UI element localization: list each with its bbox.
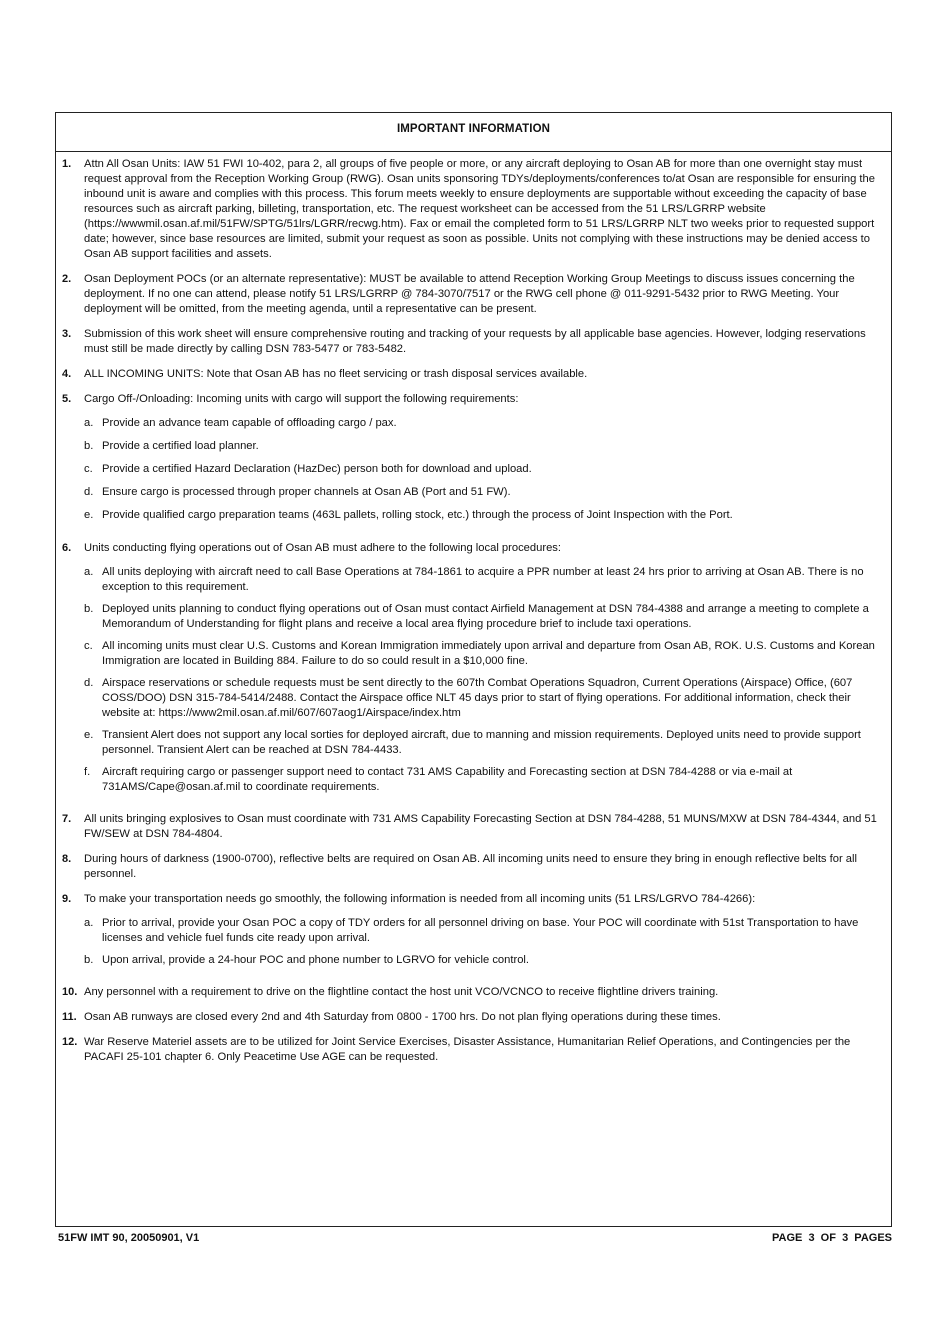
item-text: All units bringing explosives to Osan must coordinate with 731 AMS Capability Forecasting Section at DSN 784-4288, 51 MUNS/MXW at DSN 784-4344, and 51 FW/SEW at DSN 784-4804. bbox=[84, 813, 877, 840]
info-item-12 bbox=[62, 1035, 883, 1065]
item-number: 7. bbox=[62, 813, 72, 825]
sub-item bbox=[84, 676, 883, 721]
sub-list bbox=[84, 916, 883, 968]
sub-text: All units deploying with aircraft need to call Base Operations at 784-1861 to acquire a PPR number at least 24 hrs prior to arriving at Osan AB. There is no exception to this requirement. bbox=[102, 566, 864, 593]
sub-item bbox=[84, 953, 883, 968]
item-text: Osan Deployment POCs (or an alternate representative): MUST be available to attend Reception Working Group Meetings to discuss issues concerning the deployment. If no one can attend, please notify 51 LRS/LGRRP @ 784-3070/7517 or the RWG cell phone @ 011-9291-5432 prior to RWG Meeting. Your deployment will be omitted, from the meeting agenda, until a representative can be present. bbox=[84, 273, 855, 315]
sub-list bbox=[84, 565, 883, 795]
sub-text: Transient Alert does not support any local sorties for deployed aircraft, due to manning and mission requirements. Deployed units need to provide support personnel. Transient Alert can be reached at DSN 784-4433. bbox=[102, 729, 861, 756]
form-identifier: 51FW IMT 90, 20050901, V1 bbox=[58, 1232, 200, 1244]
item-number: 3. bbox=[62, 328, 72, 340]
item-text: War Reserve Materiel assets are to be utilized for Joint Service Exercises, Disaster Assistance, Humanitarian Relief Operations, and Contingencies per the PACAFI 25-101 chapter 6. Only Peacetime Use AGE can be requested. bbox=[84, 1036, 851, 1063]
item-text: Osan AB runways are closed every 2nd and 4th Saturday from 0800 - 1700 hrs. Do not plan flying operations during these times. bbox=[84, 1011, 721, 1023]
item-number: 1. bbox=[62, 158, 72, 170]
sub-text: Upon arrival, provide a 24-hour POC and phone number to LGRVO for vehicle control. bbox=[102, 954, 530, 966]
sub-text: Provide a certified load planner. bbox=[102, 440, 259, 452]
sub-letter: b. bbox=[84, 440, 94, 452]
sub-letter: a. bbox=[84, 917, 94, 929]
info-item-3 bbox=[62, 327, 883, 357]
sub-item bbox=[84, 765, 883, 795]
sub-item bbox=[84, 485, 883, 500]
info-item-9 bbox=[62, 892, 883, 975]
info-item-6 bbox=[62, 541, 883, 802]
sub-letter: f. bbox=[84, 766, 91, 778]
sub-text: Provide an advance team capable of offloading cargo / pax. bbox=[102, 417, 397, 429]
item-text: Submission of this work sheet will ensure comprehensive routing and tracking of your requests by all applicable base agencies. However, lodging reservations must still be made directly by calling DSN 783-5477 or 783-5482. bbox=[84, 328, 866, 355]
item-text: Units conducting flying operations out of Osan AB must adhere to the following local procedures: bbox=[84, 542, 561, 554]
sub-letter: e. bbox=[84, 509, 94, 521]
item-number: 4. bbox=[62, 368, 72, 380]
item-number: 11. bbox=[62, 1011, 77, 1023]
item-text: Any personnel with a requirement to drive on the flightline contact the host unit VCO/VCNCO to receive flightline drivers training. bbox=[84, 986, 719, 998]
info-item-8 bbox=[62, 852, 883, 882]
sub-letter: e. bbox=[84, 729, 94, 741]
sub-letter: b. bbox=[84, 954, 94, 966]
item-number: 8. bbox=[62, 853, 72, 865]
info-item-4 bbox=[62, 367, 883, 382]
sub-letter: c. bbox=[84, 463, 93, 475]
sub-letter: a. bbox=[84, 417, 94, 429]
item-number: 12. bbox=[62, 1036, 78, 1048]
sub-item bbox=[84, 508, 883, 523]
sub-item bbox=[84, 565, 883, 595]
sub-letter: b. bbox=[84, 603, 94, 615]
info-item-2 bbox=[62, 272, 883, 317]
info-frame bbox=[55, 112, 892, 1227]
sub-item bbox=[84, 639, 883, 669]
sub-letter: d. bbox=[84, 677, 94, 689]
item-text: To make your transportation needs go smoothly, the following information is needed from all incoming units (51 LRS/LGRVO 784-4266): bbox=[84, 893, 756, 905]
section-title: IMPORTANT INFORMATION bbox=[396, 123, 551, 135]
info-item-11 bbox=[62, 1010, 883, 1025]
item-text: Attn All Osan Units: IAW 51 FWI 10-402, para 2, all groups of five people or more, or any aircraft deploying to Osan AB for more than one overnight stay must request approval from the Reception Working Group (RWG). Osan units sponsoring TDYs/deployments/conferences to/at Osan are responsible for ensuring the inbound unit is aware and complies with this process. This forum meets weekly to ensure deployments are supportable without exceeding the capacity of base resources such as aircraft parking, billeting, transportation, etc. The request worksheet can be accessed from the 51 LRS/LGRRP website (https://wwwmil.osan.af.mil/51FW/SPTG/51lrs/LGRR/recwg.htm). Fax or email the completed form to 51 LRS/LGRRP NLT two weeks prior to requested support date; however, since base resources are limited, submit your request as soon as possible. Units not complying with these instructions may be denied access to Osan AB support facilities and assets. bbox=[84, 158, 875, 260]
sub-text: Prior to arrival, provide your Osan POC a copy of TDY orders for all personnel driving on base. Your POC will coordinate with 51st Transportation to have licenses and vehicle fuel funds cite ready upon arrival. bbox=[102, 917, 859, 944]
item-number: 2. bbox=[62, 273, 72, 285]
sub-letter: c. bbox=[84, 640, 93, 652]
item-number: 9. bbox=[62, 893, 72, 905]
sub-letter: a. bbox=[84, 566, 94, 578]
sub-text: Provide qualified cargo preparation teams (463L pallets, rolling stock, etc.) through the process of Joint Inspection with the Port. bbox=[102, 509, 733, 521]
info-item-7 bbox=[62, 812, 883, 842]
title-divider bbox=[56, 151, 891, 152]
page-indicator: PAGE 3 OF 3 PAGES bbox=[771, 1232, 892, 1244]
sub-item bbox=[84, 439, 883, 454]
sub-item bbox=[84, 602, 883, 632]
sub-text: Provide a certified Hazard Declaration (HazDec) person both for download and upload. bbox=[102, 463, 532, 475]
sub-list bbox=[84, 416, 883, 523]
item-text: ALL INCOMING UNITS: Note that Osan AB has no fleet servicing or trash disposal services available. bbox=[84, 368, 588, 380]
item-text: Cargo Off-/Onloading: Incoming units with cargo will support the following requirements: bbox=[84, 393, 519, 405]
item-number: 10. bbox=[62, 986, 78, 998]
sub-letter: d. bbox=[84, 486, 94, 498]
info-item-10 bbox=[62, 985, 883, 1000]
sub-item bbox=[84, 462, 883, 477]
sub-text: All incoming units must clear U.S. Customs and Korean Immigration immediately upon arrival and departure from Osan AB, ROK. U.S. Customs and Korean Immigration are located in Building 884. Failure to do so could result in a $10,000 fine. bbox=[102, 640, 875, 667]
sub-item bbox=[84, 728, 883, 758]
sub-text: Ensure cargo is processed through proper channels at Osan AB (Port and 51 FW). bbox=[102, 486, 511, 498]
sub-item bbox=[84, 416, 883, 431]
sub-text: Deployed units planning to conduct flying operations out of Osan must contact Airfield Management at DSN 784-4388 and arrange a meeting to complete a Memorandum of Understanding for flight plans and receive a local area flying procedure brief to include taxi operations. bbox=[102, 603, 869, 630]
sub-text: Airspace reservations or schedule requests must be sent directly to the 607th Combat Operations Squadron, Current Operations (Airspace) Office, (607 COSS/DOO) DSN 315-784-5414/2488. Contact the Airspace office NLT 45 days prior to start of flying operations. For additional information, check their website at: https://www2mil.osan.af.mil/607/607aog1/Airspace/index.htm bbox=[102, 677, 853, 719]
info-list bbox=[62, 157, 883, 1075]
item-number: 5. bbox=[62, 393, 72, 405]
item-text: During hours of darkness (1900-0700), reflective belts are required on Osan AB. All incoming units need to ensure they bring in enough reflective belts for all personnel. bbox=[84, 853, 857, 880]
item-number: 6. bbox=[62, 542, 72, 554]
sub-item bbox=[84, 916, 883, 946]
sub-text: Aircraft requiring cargo or passenger support need to contact 731 AMS Capability and Forecasting section at DSN 784-4288 or via e-mail at 731AMS/Cape@osan.af.mil to coordinate requirements. bbox=[102, 766, 793, 793]
info-item-1 bbox=[62, 157, 883, 262]
info-item-5 bbox=[62, 392, 883, 531]
